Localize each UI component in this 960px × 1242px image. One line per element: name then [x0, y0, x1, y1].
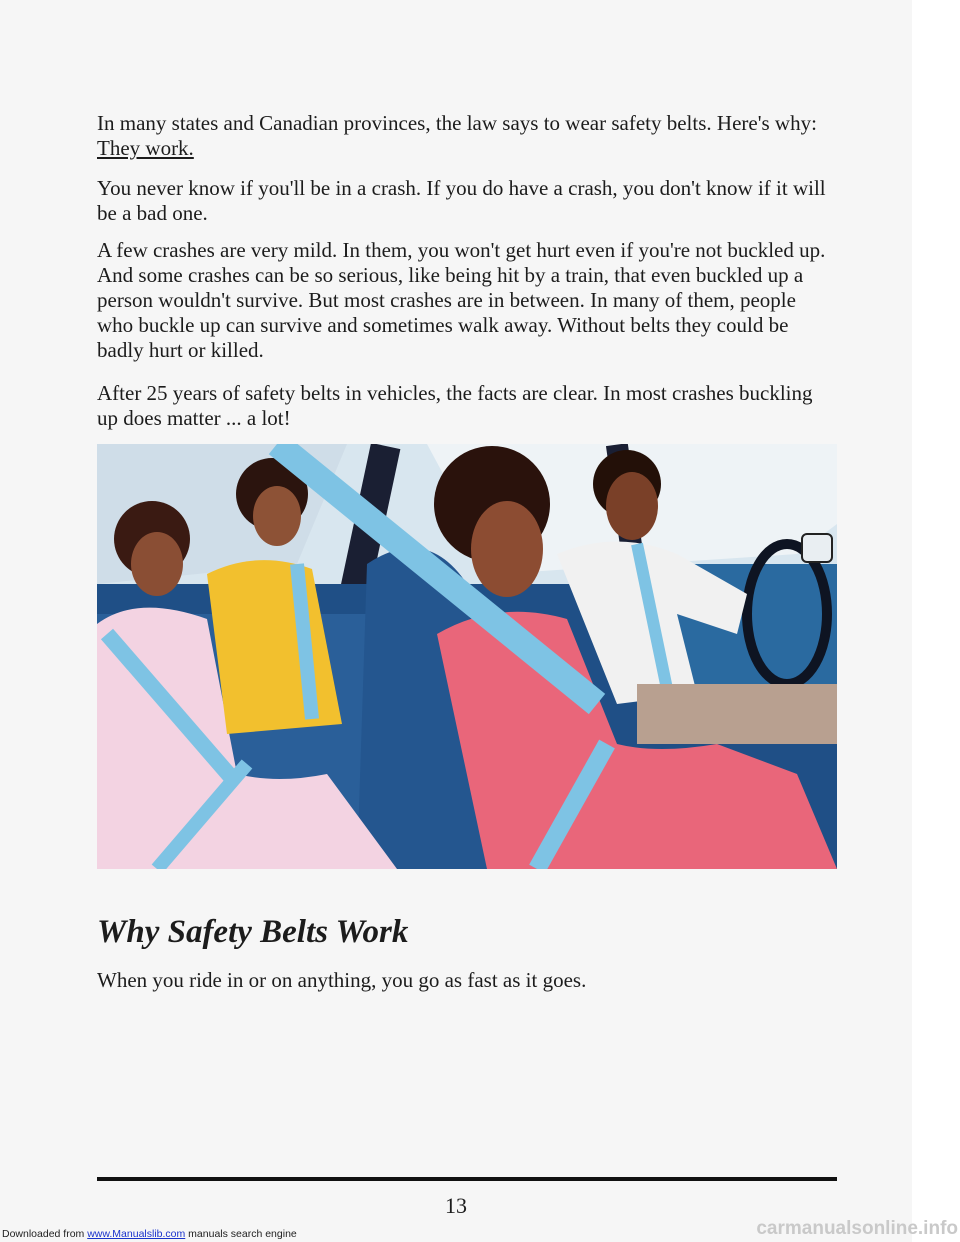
section-paragraph: When you ride in or on anything, you go as fast as it goes. — [97, 968, 587, 992]
site-watermark: carmanualsonline.info — [756, 1218, 958, 1239]
crash-unknown-paragraph: You never know if you'll be in a crash. If you do have a crash, you don't know if it will be a bad one. — [97, 176, 826, 225]
intro-paragraph — [97, 111, 837, 161]
they-work-emphasis: They work. — [97, 136, 194, 160]
facts-paragraph: After 25 years of safety belts in vehicles, the facts are clear. In most crashes buckling up does matter ... a lot! — [97, 381, 813, 430]
page-number: 13 — [445, 1193, 467, 1218]
footer-rule — [97, 1177, 837, 1181]
download-suffix: manuals search engine — [185, 1228, 297, 1240]
section-heading: Why Safety Belts Work — [97, 914, 409, 950]
intro-text: In many states and Canadian provinces, the law says to wear safety belts. Here's why: — [97, 111, 817, 135]
belted-passengers-illustration — [97, 444, 837, 869]
download-notice — [2, 1228, 297, 1240]
download-prefix: Downloaded from — [2, 1228, 88, 1240]
manualslib-link[interactable]: www.Manualslib.com — [87, 1228, 186, 1240]
page-margin-strip — [912, 0, 960, 1242]
crash-severity-paragraph: A few crashes are very mild. In them, you won't get hurt even if you're not buckled up. And some crashes can be so serious, like being hit by a train, that even buckled up a person wouldn't survive. But most crashes are in between. In many of them, people who buckle up can survive and sometimes walk away. Without belts they could be badly hurt or killed. — [97, 238, 826, 362]
car-interior-drawing — [97, 444, 837, 869]
